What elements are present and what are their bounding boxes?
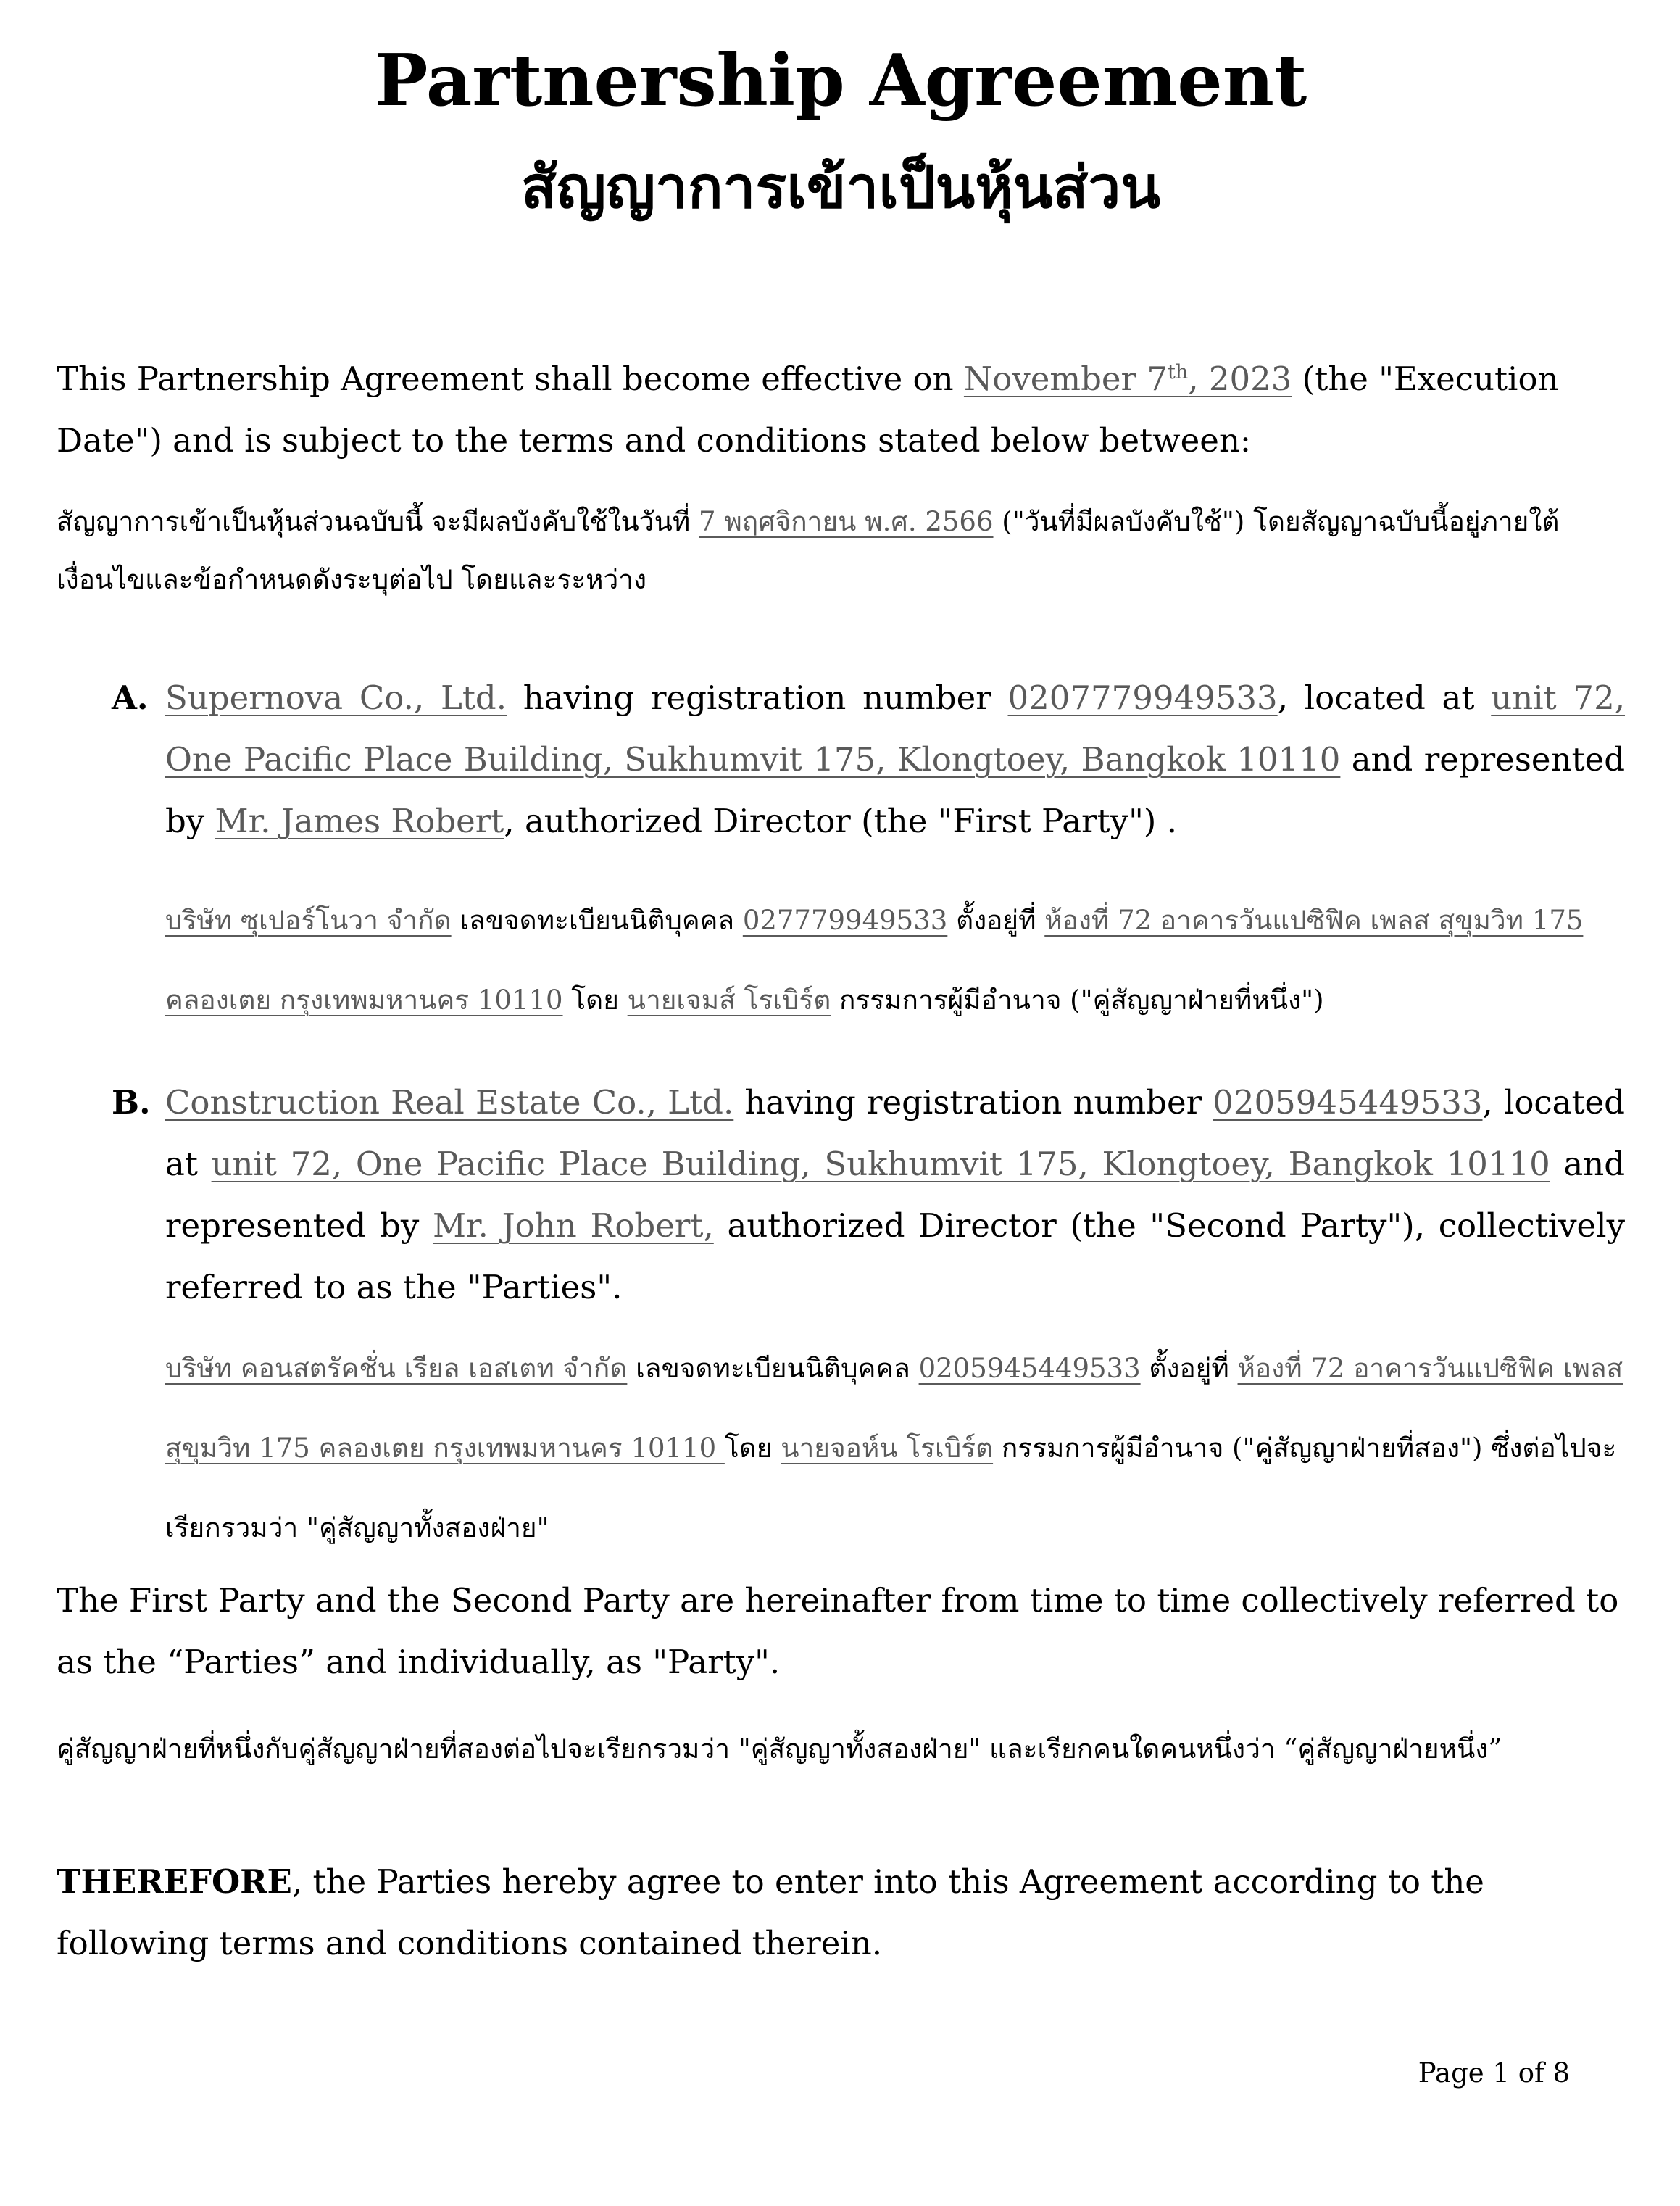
therefore-text: , the Parties hereby agree to enter into this Agreement according to the following terms and conditions contained therein. xyxy=(57,1862,1484,1962)
party-b-thai-text: เลขจดทะเบียนนิติบุคคล xyxy=(627,1353,919,1384)
intro-paragraph-english xyxy=(57,348,1625,471)
party-b-text: , located at xyxy=(165,1083,1625,1183)
party-a-thai xyxy=(165,881,1625,1040)
party-b-company-name: Construction Real Estate Co., Ltd. xyxy=(165,1083,734,1121)
party-a-representative: Mr. James Robert xyxy=(215,802,504,840)
party-a-company-name-thai: บริษัท ซุเปอร์โนวา จำกัด xyxy=(165,905,452,936)
party-b-text: having registration number xyxy=(733,1083,1213,1121)
party-b-registration-number-thai: 0205945449533 xyxy=(918,1353,1141,1384)
execution-date xyxy=(964,360,1292,398)
party-a-text: having registration number xyxy=(507,679,1008,717)
party-b-english xyxy=(165,1071,1625,1318)
execution-date-main: November 7 xyxy=(963,360,1168,398)
party-a-address-thai: ห้องที่ 72 อาคารวันแปซิฟิค เพลส สุขุมวิท 175 คลองเตย กรุงเทพมหานคร 10110 xyxy=(165,905,1584,1016)
execution-date-year: , 2023 xyxy=(1188,360,1292,398)
party-a-letter: A. xyxy=(112,679,149,717)
title-thai: สัญญาการเข้าเป็นหุ้นส่วน xyxy=(520,153,1161,221)
party-b-representative-thai: นายจอห์น โรเบิร์ต xyxy=(781,1432,994,1464)
party-a-thai-text: กรรมการผู้มีอำนาจ ("คู่สัญญาฝ่ายที่หนึ่ง") xyxy=(831,984,1324,1016)
intro-paragraph-thai xyxy=(57,493,1625,609)
party-a-thai-text: ตั้งอยู่ที่ xyxy=(947,905,1045,936)
party-b-representative: Mr. John Robert, xyxy=(432,1206,714,1245)
party-a-company-name: Supernova Co., Ltd. xyxy=(165,679,507,717)
party-a-text: , located at xyxy=(1277,679,1492,717)
party-a-text: , authorized Director (the "First Party") . xyxy=(504,802,1177,840)
therefore-paragraph xyxy=(57,1851,1625,1974)
page-number: Page 1 of 8 xyxy=(1418,2057,1570,2089)
intro-thai-text-rest: ("วันที่มีผลบังคับใช้") โดยสัญญาฉบับนี้อยู่ภายใต้เงื่อนไขและข้อกำหนดดังระบุต่อไป โดยและระหว่าง xyxy=(57,506,1560,595)
party-a-registration-number: 0207779949533 xyxy=(1007,679,1278,717)
therefore-keyword: THEREFORE xyxy=(57,1862,292,1901)
party-b-address-thai: ห้องที่ 72 อาคารวันแปซิฟิค เพลส สุขุมวิท 175 คลองเตย กรุงเทพมหานคร 10110 xyxy=(165,1353,1623,1464)
party-b-company-name-thai: บริษัท คอนสตรัคชั่น เรียล เอสเตท จำกัด xyxy=(165,1353,628,1384)
party-a-thai-text: เลขจดทะเบียนนิติบุคคล xyxy=(451,905,743,936)
party-b-text: authorized Director (the "Second Party"), collectively referred to as the "Parties". xyxy=(165,1206,1626,1306)
party-a-registration-number-thai: 027779949533 xyxy=(742,905,948,936)
party-b-thai-text: กรรมการผู้มีอำนาจ ("คู่สัญญาฝ่ายที่สอง") ซึ่งต่อไปจะเรียกรวมว่า "คู่สัญญาทั้งสองฝ่าย" xyxy=(165,1432,1617,1543)
party-b-thai-text: ตั้งอยู่ที่ xyxy=(1140,1353,1238,1384)
party-b-text: and represented by xyxy=(165,1145,1626,1245)
title-english: Partnership Agreement xyxy=(374,39,1307,123)
party-a-english xyxy=(165,667,1625,852)
party-a-text: and represented by xyxy=(165,740,1626,840)
party-a-address: unit 72, One Pacific Place Building, Sukhumvit 175, Klongtoey, Bangkok 10110 xyxy=(165,679,1626,779)
party-b-registration-number: 0205945449533 xyxy=(1213,1083,1483,1121)
party-a-thai-text: โดย xyxy=(562,984,628,1016)
collective-paragraph-english: The First Party and the Second Party are hereinafter from time to time collectively referred to as the “Parties” and individually, as "Party". xyxy=(57,1581,1619,1681)
intro-text-rest: (the "Execution Date") and is subject to the terms and conditions stated below between: xyxy=(57,360,1559,460)
party-b-address: unit 72, One Pacific Place Building, Sukhumvit 175, Klongtoey, Bangkok 10110 xyxy=(211,1145,1550,1183)
execution-date-thai: 7 พฤศจิกายน พ.ศ. 2566 xyxy=(699,506,994,537)
party-b-thai-text: โดย xyxy=(724,1432,781,1464)
intro-thai-text: สัญญาการเข้าเป็นหุ้นส่วนฉบับนี้ จะมีผลบังคับใช้ในวันที่ xyxy=(57,506,699,537)
party-b-thai xyxy=(165,1329,1625,1568)
intro-text: This Partnership Agreement shall become effective on xyxy=(57,360,964,398)
execution-date-suffix: th xyxy=(1167,361,1189,383)
party-b-letter: B. xyxy=(112,1083,151,1121)
party-a-representative-thai: นายเจมส์ โรเบิร์ต xyxy=(627,984,831,1016)
collective-paragraph-thai: คู่สัญญาฝ่ายที่หนึ่งกับคู่สัญญาฝ่ายที่สองต่อไปจะเรียกรวมว่า "คู่สัญญาทั้งสองฝ่าย" และเรียกคนใดคนหนึ่งว่า “คู่สัญญาฝ่ายหนึ่ง” xyxy=(57,1733,1502,1765)
document-page xyxy=(57,0,1625,2206)
